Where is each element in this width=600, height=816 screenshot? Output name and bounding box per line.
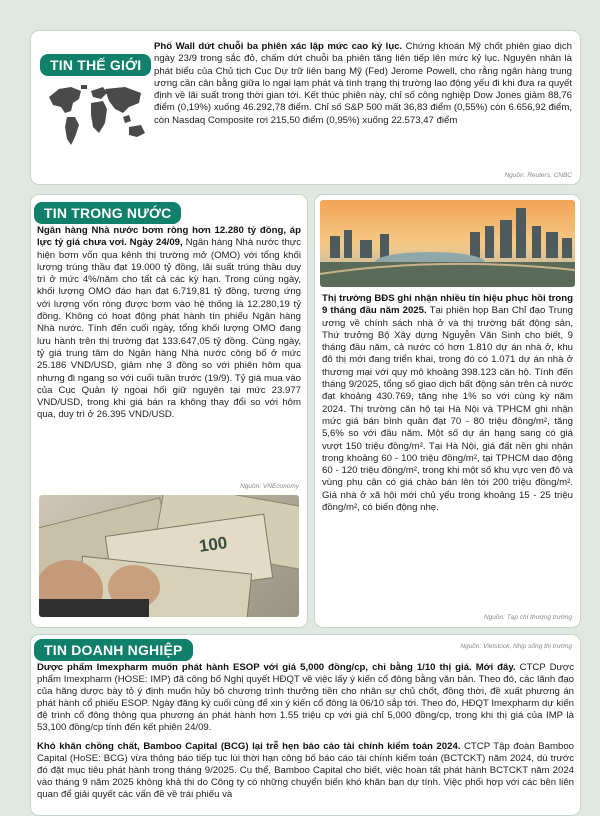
business-item-2	[37, 741, 574, 801]
dollar-bills-photo	[39, 495, 299, 617]
real-estate-card	[314, 194, 581, 628]
world-news-tag: TIN THẾ GIỚI	[40, 54, 151, 76]
domestic-news-source: Nguồn: VNEconomy	[240, 483, 299, 490]
world-map-icon	[45, 83, 149, 149]
business-item-1	[37, 662, 574, 733]
world-news-text	[154, 41, 572, 127]
business-item-2-headline: Khó khăn chồng chất, Bamboo Capital (BCG) lại trễ hẹn báo cáo tài chính kiểm toán 2024.	[37, 741, 461, 752]
city-skyline-photo	[320, 200, 575, 287]
domestic-news-text	[37, 225, 301, 422]
domestic-news-body: Ngân hàng Nhà nước thực hiện bơm vốn qua kênh thị trường mở (OMO) với tổng khối lượng trúng thầu đạt 19.000 tỷ đồng, lãi suất trúng thầu duy trì ở mức 4%/năm cho tất cả các kỳ hạn. Trong cùng ngày, khối lượng OMO đáo hạn đạt 6.719,81 tỷ đồng, tương ứng với lượng vốn ròng được bơm vào hệ thống là 12.280,19 tỷ đồng. Không có hoạt động phát hành tín phiếu Ngân hàng Nhà nước. Tính đến cuối ngày, tổng khối lượng OMO đang lưu hành trên thị trường đạt 133.647,05 tỷ đồng. Cùng ngày, tỷ giá trung tâm do Ngân hàng Nhà nước công bố ở mức 25.186 VND/USD, giảm nhẹ 3 đồng so với phiên hôm qua nhưng đi ngang so với cuối tuần trước (19/9). Tỷ giá mua vào của Cục Quản lý ngoại hối giữ nguyên tại mức 23.977 VND/USD, trong khi giá bán ra không thay đổi so với hôm qua, duy trì ở 26.395 VND/USD.	[37, 237, 301, 421]
real-estate-body: Tại phiên họp Ban Chỉ đạo Trung ương về chính sách nhà ở và thị trường bất động sản, Thứ trưởng Bộ Xây dựng Nguyễn Văn Sinh cho biết, 9 tháng đầu năm, cả nước có hơn 1.810 dự án nhà ở, khu đô thị mới đang triển khai, trong đó có 1.071 dự án nhà ở thương mại với quy mô khoảng 398.123 căn hộ. Tính đến tháng 9/2025, tổng số giao dịch bất động sản trên cả nước đạt khoảng 430.769, tăng nhẹ 1% so với cùng kỳ năm 2024. Thị trường căn hộ tại Hà Nội và TPHCM ghi nhận mức giá bán bình quân đạt 70 - 80 triệu đồng/m², tăng 5,6% so với đầu năm. Một số dự án hạng sang có giá vượt 150 triệu đồng/m². Tại Hà Nội, giá đất nền ghi nhận trong khoảng 60 - 100 triệu đồng/m², tại TPHCM dao động 60 - 120 triệu đồng/m², trong khi một số khu vực ven đô và vùng phụ cận có giá chào bán lên tới 200 triệu đồng/m². Giá nhà ở xã hội mới chủ yếu trong khoảng 15 - 25 triệu đồng/m², có biến động nhẹ.	[322, 305, 573, 514]
business-news-source: Nguồn: Vietstock, Nhịp sống thị trường	[460, 643, 572, 650]
domestic-news-card	[30, 194, 308, 628]
domestic-news-tag: TIN TRONG NƯỚC	[34, 202, 181, 224]
world-news-headline: Phố Wall dứt chuỗi ba phiên xác lập mức cao kỷ lục.	[154, 41, 403, 52]
business-news-card	[30, 634, 581, 816]
business-news-tag: TIN DOANH NGHIỆP	[34, 639, 193, 661]
domestic-news-headline: Ngân hàng Nhà nước bơm ròng hơn 12.280 tỷ đồng, áp lực tỷ giá chưa vơi. Ngày 24/09,	[37, 225, 301, 249]
business-item-2-body: CTCP Tập đoàn Bamboo Capital (HoSE: BCG) vừa thông báo tiếp tục lùi thời hạn công bố báo cáo tài chính kiểm toán (BCTCKT) năm 2024, dù trước đó đặt mục tiêu phát hành trong tháng 9/2025. Cụ thể, Bamboo Capital cho biết, việc hoàn tất phát hành BCTCKT năm 2024 vào tháng 9 năm 2025 không khả thi do Công ty có những chuyển biến khó khăn bạn dự tính. Việc phối hợp với các bên liên quan để giải quyết các vấn đề về trái phiếu và	[37, 741, 575, 800]
world-news-body: Chứng khoán Mỹ chốt phiên giao dịch ngày 23/9 trong sắc đỏ, chấm dứt chuỗi ba phiên tăng liên tiếp lên mức kỷ lục. Nguyên nhân là phát biểu của Chủ tịch Cục Dự trữ liên bang Mỹ (Fed) Jerome Powell, cho rằng ngân hàng trung ương cần cân bằng giữa lo ngại lạm phát và tình trạng thị trường lao động yếu đi khi đưa ra quyết định về lãi suất trong thời gian tới. Kết thúc phiên này, chỉ số công nghiệp Dow Jones giảm 88,76 điểm (0,19%) xuống 46.292,78 điểm. Chỉ số S&P 500 mất 36,83 điểm (0,55%) còn 6.656,92 điểm, còn Nasdaq Composite rơi 215,50 điểm (0,95%) xuống 22.573,47 điểm	[154, 41, 573, 126]
real-estate-source: Nguồn: Tạp chí thương trường	[483, 614, 572, 621]
banknote-denomination: 100	[197, 533, 229, 556]
world-news-card	[30, 30, 581, 185]
real-estate-headline: Thị trường BĐS ghi nhận nhiều tín hiệu phục hồi trong 9 tháng đầu năm 2025.	[322, 293, 573, 317]
world-news-source: Nguồn: Reuters, CNBC	[504, 172, 572, 179]
business-item-1-body: CTCP Dược phẩm Imexpharm (HOSE: IMP) đã công bố Nghị quyết HĐQT về việc lấy ý kiến cổ đông bằng văn bản. Theo đó, các lãnh đạo của hãng dược bày tỏ ý định muốn hủy bỏ chương trình thưởng tiền cho nhân sự chủ chốt, đồng thời, đề xuất phương án phát hành cổ phiếu ESOP. Ngày đăng ký cuối cùng để xin ý kiến cổ đông là 06/10 sắp tới. Theo đó, HĐQT Imexpharm dự kiến đệ trình cổ đông thông qua phương án phát hành hơn 1.55 triệu cp với giá chỉ 5,000 đồng/cp, trong khi thị giá của IMP là 53,100 đồng/cp tính đến kết phiên 24/09.	[37, 662, 575, 733]
real-estate-text	[322, 293, 573, 514]
business-item-1-headline: Dược phẩm Imexpharm muốn phát hành ESOP với giá 5,000 đồng/cp, chỉ bằng 1/10 thị giá. Mới đây.	[37, 662, 516, 673]
